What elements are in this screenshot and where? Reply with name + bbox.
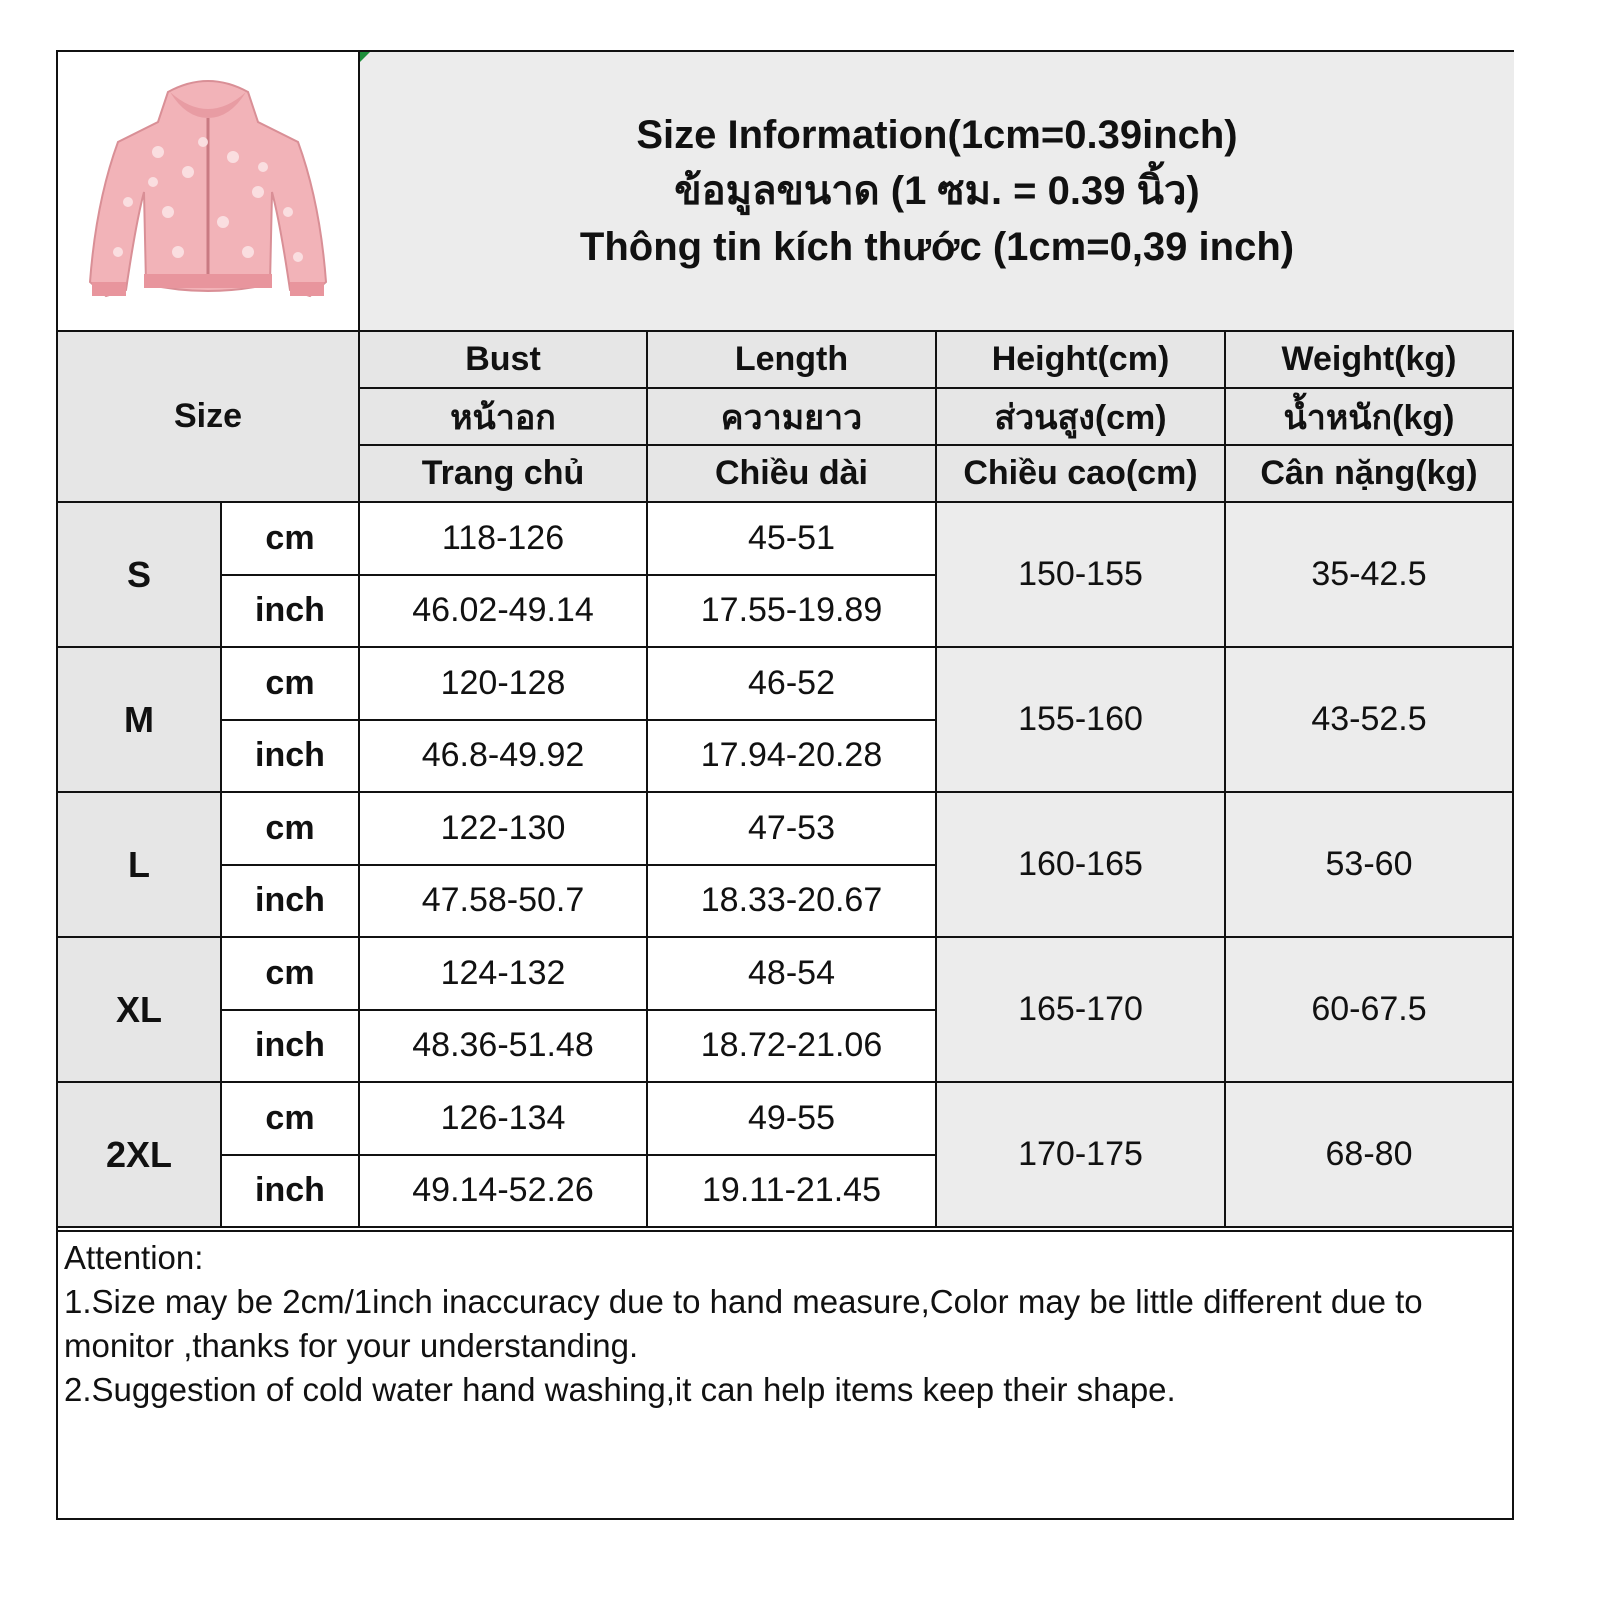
- length-cm-value: 45-51: [648, 503, 937, 576]
- bust-cm-value: 126-134: [360, 1083, 648, 1156]
- unit-inch-label: inch: [222, 866, 360, 939]
- unit-cm-label: cm: [222, 1083, 360, 1156]
- column-header-2-en: Height(cm): [937, 332, 1226, 389]
- size-label: XL: [58, 938, 222, 1083]
- title-vietnamese: Thông tin kích thước (1cm=0,39 inch): [579, 225, 1295, 269]
- unit-cm-label: cm: [222, 648, 360, 721]
- column-header-0-vi: Trang chủ: [360, 446, 648, 503]
- column-header-1-vi: Chiều dài: [648, 446, 937, 503]
- length-cm-value: 46-52: [648, 648, 937, 721]
- column-header-3-vi: Cân nặng(kg): [1226, 446, 1512, 503]
- unit-cm-label: cm: [222, 793, 360, 866]
- height-value: 160-165: [937, 793, 1226, 938]
- size-label: M: [58, 648, 222, 793]
- column-header-2-vi: Chiều cao(cm): [937, 446, 1226, 503]
- weight-value: 53-60: [1226, 793, 1512, 938]
- column-header-0-en: Bust: [360, 332, 648, 389]
- column-header-3-th: น้ำหนัก(kg): [1226, 389, 1512, 446]
- length-cm-value: 48-54: [648, 938, 937, 1011]
- column-header-1-th: ความยาว: [648, 389, 937, 446]
- weight-value: 68-80: [1226, 1083, 1512, 1228]
- unit-inch-label: inch: [222, 1156, 360, 1229]
- length-inch-value: 17.94-20.28: [648, 721, 937, 794]
- bust-inch-value: 46.8-49.92: [360, 721, 648, 794]
- size-header: Size: [58, 332, 360, 503]
- weight-value: 60-67.5: [1226, 938, 1512, 1083]
- height-value: 165-170: [937, 938, 1226, 1083]
- bust-inch-value: 49.14-52.26: [360, 1156, 648, 1229]
- notes-item-1: 1.Size may be 2cm/1inch inaccuracy due to hand measure,Color may be little different due to monitor ,thanks for your understanding.: [64, 1283, 1423, 1364]
- column-header-1-en: Length: [648, 332, 937, 389]
- column-header-3-en: Weight(kg): [1226, 332, 1512, 389]
- weight-value: 43-52.5: [1226, 648, 1512, 793]
- bust-inch-value: 47.58-50.7: [360, 866, 648, 939]
- title-thai: ข้อมูลขนาด (1 ซม. = 0.39 นิ้ว): [674, 169, 1200, 213]
- height-value: 155-160: [937, 648, 1226, 793]
- pink-hoodie-image: [58, 52, 356, 328]
- length-inch-value: 18.33-20.67: [648, 866, 937, 939]
- bust-cm-value: 118-126: [360, 503, 648, 576]
- title-cell: [360, 52, 1514, 332]
- length-cm-value: 49-55: [648, 1083, 937, 1156]
- size-label: 2XL: [58, 1083, 222, 1228]
- bust-cm-value: 122-130: [360, 793, 648, 866]
- bust-cm-value: 124-132: [360, 938, 648, 1011]
- size-label: S: [58, 503, 222, 648]
- bust-inch-value: 48.36-51.48: [360, 1011, 648, 1084]
- size-label: L: [58, 793, 222, 938]
- height-value: 150-155: [937, 503, 1226, 648]
- length-cm-value: 47-53: [648, 793, 937, 866]
- unit-inch-label: inch: [222, 1011, 360, 1084]
- unit-inch-label: inch: [222, 721, 360, 794]
- unit-cm-label: cm: [222, 938, 360, 1011]
- corner-mark: [360, 52, 370, 62]
- product-photo-cell: [58, 52, 360, 332]
- bust-inch-value: 46.02-49.14: [360, 576, 648, 649]
- notes-item-2: 2.Suggestion of cold water hand washing,it can help items keep their shape.: [64, 1371, 1176, 1408]
- height-value: 170-175: [937, 1083, 1226, 1228]
- length-inch-value: 19.11-21.45: [648, 1156, 937, 1229]
- unit-inch-label: inch: [222, 576, 360, 649]
- length-inch-value: 17.55-19.89: [648, 576, 937, 649]
- column-header-0-th: หน้าอก: [360, 389, 648, 446]
- title-english: Size Information(1cm=0.39inch): [636, 113, 1238, 157]
- size-table: [58, 332, 1512, 1232]
- size-chart: [56, 50, 1514, 1520]
- bust-cm-value: 120-128: [360, 648, 648, 721]
- notes-heading: Attention:: [64, 1239, 204, 1276]
- length-inch-value: 18.72-21.06: [648, 1011, 937, 1084]
- unit-cm-label: cm: [222, 503, 360, 576]
- weight-value: 35-42.5: [1226, 503, 1512, 648]
- attention-notes: [58, 1230, 1512, 1518]
- column-header-2-th: ส่วนสูง(cm): [937, 389, 1226, 446]
